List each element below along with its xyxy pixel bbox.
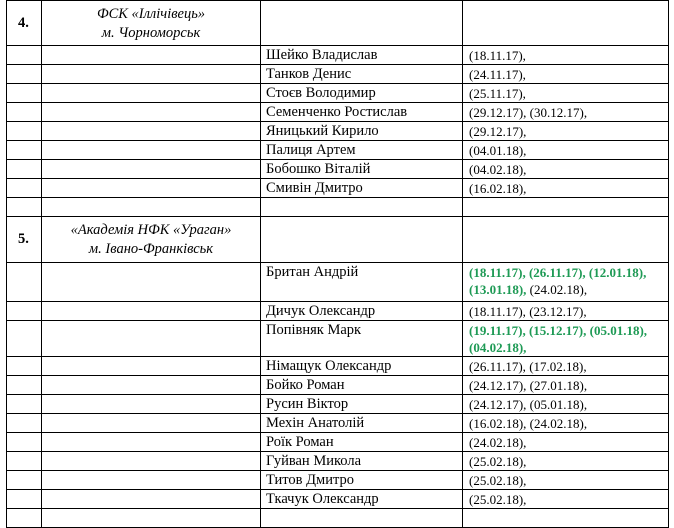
match-date: (24.02.18), — [529, 282, 588, 297]
empty-cell — [42, 471, 261, 490]
player-row — [7, 46, 669, 65]
player-name: Титов Дмитро — [261, 471, 463, 490]
player-name: Ткачук Олександр — [261, 490, 463, 509]
section-number: 4. — [7, 1, 42, 46]
empty-cell — [7, 471, 42, 490]
match-date: (15.12.17), — [528, 323, 587, 338]
player-row — [7, 357, 669, 376]
player-row — [7, 395, 669, 414]
empty-cell — [463, 1, 669, 46]
match-dates — [463, 65, 669, 84]
empty-cell — [42, 357, 261, 376]
player-name: Русин Віктор — [261, 395, 463, 414]
empty-cell — [7, 452, 42, 471]
player-row — [7, 103, 669, 122]
player-name: Стоєв Володимир — [261, 84, 463, 103]
player-row — [7, 321, 669, 357]
match-dates — [463, 46, 669, 65]
match-date: (05.01.18), — [589, 323, 648, 338]
match-date: (24.02.18), — [469, 435, 527, 450]
match-dates — [463, 84, 669, 103]
empty-cell — [463, 198, 669, 217]
empty-cell — [261, 198, 463, 217]
empty-cell — [7, 198, 42, 217]
match-date: (18.11.17), — [469, 265, 526, 280]
match-dates — [463, 452, 669, 471]
empty-cell — [42, 433, 261, 452]
match-date: (26.11.17), — [528, 265, 586, 280]
empty-cell — [42, 321, 261, 357]
empty-cell — [7, 509, 42, 528]
player-name: Роїк Роман — [261, 433, 463, 452]
match-date: (24.12.17), — [469, 378, 527, 393]
empty-cell — [463, 509, 669, 528]
match-date: (17.02.18), — [529, 359, 587, 374]
match-date: (16.02.18), — [469, 416, 527, 431]
player-name: Смивін Дмитро — [261, 179, 463, 198]
player-row — [7, 452, 669, 471]
match-date: (24.11.17), — [469, 67, 526, 82]
match-date: (04.02.18), — [469, 340, 527, 355]
match-dates — [463, 376, 669, 395]
match-dates — [463, 490, 669, 509]
spacer-row — [7, 198, 669, 217]
match-date: (29.12.17), — [469, 124, 527, 139]
player-name: Яницький Кирило — [261, 122, 463, 141]
empty-cell — [42, 84, 261, 103]
player-row — [7, 490, 669, 509]
empty-cell — [42, 414, 261, 433]
player-name: Семенченко Ростислав — [261, 103, 463, 122]
match-date: (24.02.18), — [529, 416, 588, 431]
player-name: Палиця Артем — [261, 141, 463, 160]
spacer-row — [7, 509, 669, 528]
empty-cell — [42, 46, 261, 65]
empty-cell — [7, 263, 42, 302]
empty-cell — [7, 179, 42, 198]
empty-cell — [42, 263, 261, 302]
club-cell — [42, 217, 261, 263]
player-name: Попівняк Марк — [261, 321, 463, 357]
player-row — [7, 376, 669, 395]
player-row — [7, 141, 669, 160]
players-table-body — [7, 0, 669, 528]
match-date: (25.02.18), — [469, 492, 527, 507]
player-name: Бобошко Віталій — [261, 160, 463, 179]
match-date: (18.11.17), — [469, 48, 526, 63]
match-date: (05.01.18), — [529, 397, 588, 412]
player-row — [7, 122, 669, 141]
match-dates — [463, 141, 669, 160]
match-date: (24.12.17), — [469, 397, 527, 412]
match-date: (19.11.17), — [469, 323, 526, 338]
player-name: Танков Денис — [261, 65, 463, 84]
club-city: м. Івано-Франківськ — [88, 241, 214, 257]
player-row — [7, 160, 669, 179]
empty-cell — [42, 160, 261, 179]
match-dates — [463, 414, 669, 433]
player-row — [7, 433, 669, 452]
match-dates — [463, 122, 669, 141]
match-date: (16.02.18), — [469, 181, 527, 196]
empty-cell — [261, 1, 463, 46]
match-dates — [463, 433, 669, 452]
empty-cell — [7, 65, 42, 84]
player-row — [7, 471, 669, 490]
player-row — [7, 263, 669, 302]
match-date: (25.02.18), — [469, 454, 527, 469]
match-date: (12.01.18), — [588, 265, 647, 280]
match-date: (04.01.18), — [469, 143, 527, 158]
match-date: (13.01.18), — [469, 282, 527, 297]
empty-cell — [7, 141, 42, 160]
club-name: «Академія НФК «Ураган» — [70, 222, 232, 238]
match-dates — [463, 302, 669, 321]
empty-cell — [261, 509, 463, 528]
empty-cell — [7, 103, 42, 122]
match-dates — [463, 471, 669, 490]
club-header-row — [7, 217, 669, 263]
empty-cell — [7, 321, 42, 357]
match-date: (04.02.18), — [469, 162, 527, 177]
empty-cell — [7, 357, 42, 376]
players-table — [6, 0, 669, 528]
player-name: Шейко Владислав — [261, 46, 463, 65]
player-row — [7, 414, 669, 433]
empty-cell — [42, 376, 261, 395]
empty-cell — [42, 179, 261, 198]
match-dates — [463, 357, 669, 376]
empty-cell — [463, 217, 669, 263]
player-name: Бойко Роман — [261, 376, 463, 395]
empty-cell — [7, 122, 42, 141]
empty-cell — [42, 103, 261, 122]
match-date: (26.11.17), — [469, 359, 526, 374]
empty-cell — [7, 414, 42, 433]
empty-cell — [261, 217, 463, 263]
player-row — [7, 84, 669, 103]
empty-cell — [7, 490, 42, 509]
match-dates — [463, 321, 669, 357]
club-cell — [42, 1, 261, 46]
player-row — [7, 302, 669, 321]
match-dates — [463, 103, 669, 122]
match-dates — [463, 160, 669, 179]
player-row — [7, 65, 669, 84]
player-name: Дичук Олександр — [261, 302, 463, 321]
club-header-row — [7, 1, 669, 46]
player-row — [7, 179, 669, 198]
match-dates — [463, 263, 669, 302]
empty-cell — [42, 198, 261, 217]
empty-cell — [7, 160, 42, 179]
empty-cell — [7, 433, 42, 452]
match-date: (18.11.17), — [469, 304, 526, 319]
match-date: (23.12.17), — [529, 304, 587, 319]
match-dates — [463, 395, 669, 414]
empty-cell — [7, 376, 42, 395]
match-dates — [463, 179, 669, 198]
empty-cell — [7, 46, 42, 65]
player-name: Британ Андрій — [261, 263, 463, 302]
empty-cell — [42, 302, 261, 321]
player-name: Гуйван Микола — [261, 452, 463, 471]
match-date: (30.12.17), — [529, 105, 588, 120]
empty-cell — [7, 302, 42, 321]
match-date: (25.02.18), — [469, 473, 527, 488]
player-name: Німащук Олександр — [261, 357, 463, 376]
match-date: (25.11.17), — [469, 86, 526, 101]
section-number: 5. — [7, 217, 42, 263]
club-name: ФСК «Іллічівець» — [96, 6, 206, 22]
player-name: Мехін Анатолій — [261, 414, 463, 433]
empty-cell — [42, 452, 261, 471]
empty-cell — [42, 122, 261, 141]
empty-cell — [42, 509, 261, 528]
empty-cell — [42, 141, 261, 160]
club-city: м. Чорноморськ — [101, 25, 201, 41]
match-date: (27.01.18), — [529, 378, 588, 393]
empty-cell — [42, 395, 261, 414]
empty-cell — [42, 65, 261, 84]
match-date: (29.12.17), — [469, 105, 527, 120]
empty-cell — [7, 84, 42, 103]
empty-cell — [42, 490, 261, 509]
empty-cell — [7, 395, 42, 414]
